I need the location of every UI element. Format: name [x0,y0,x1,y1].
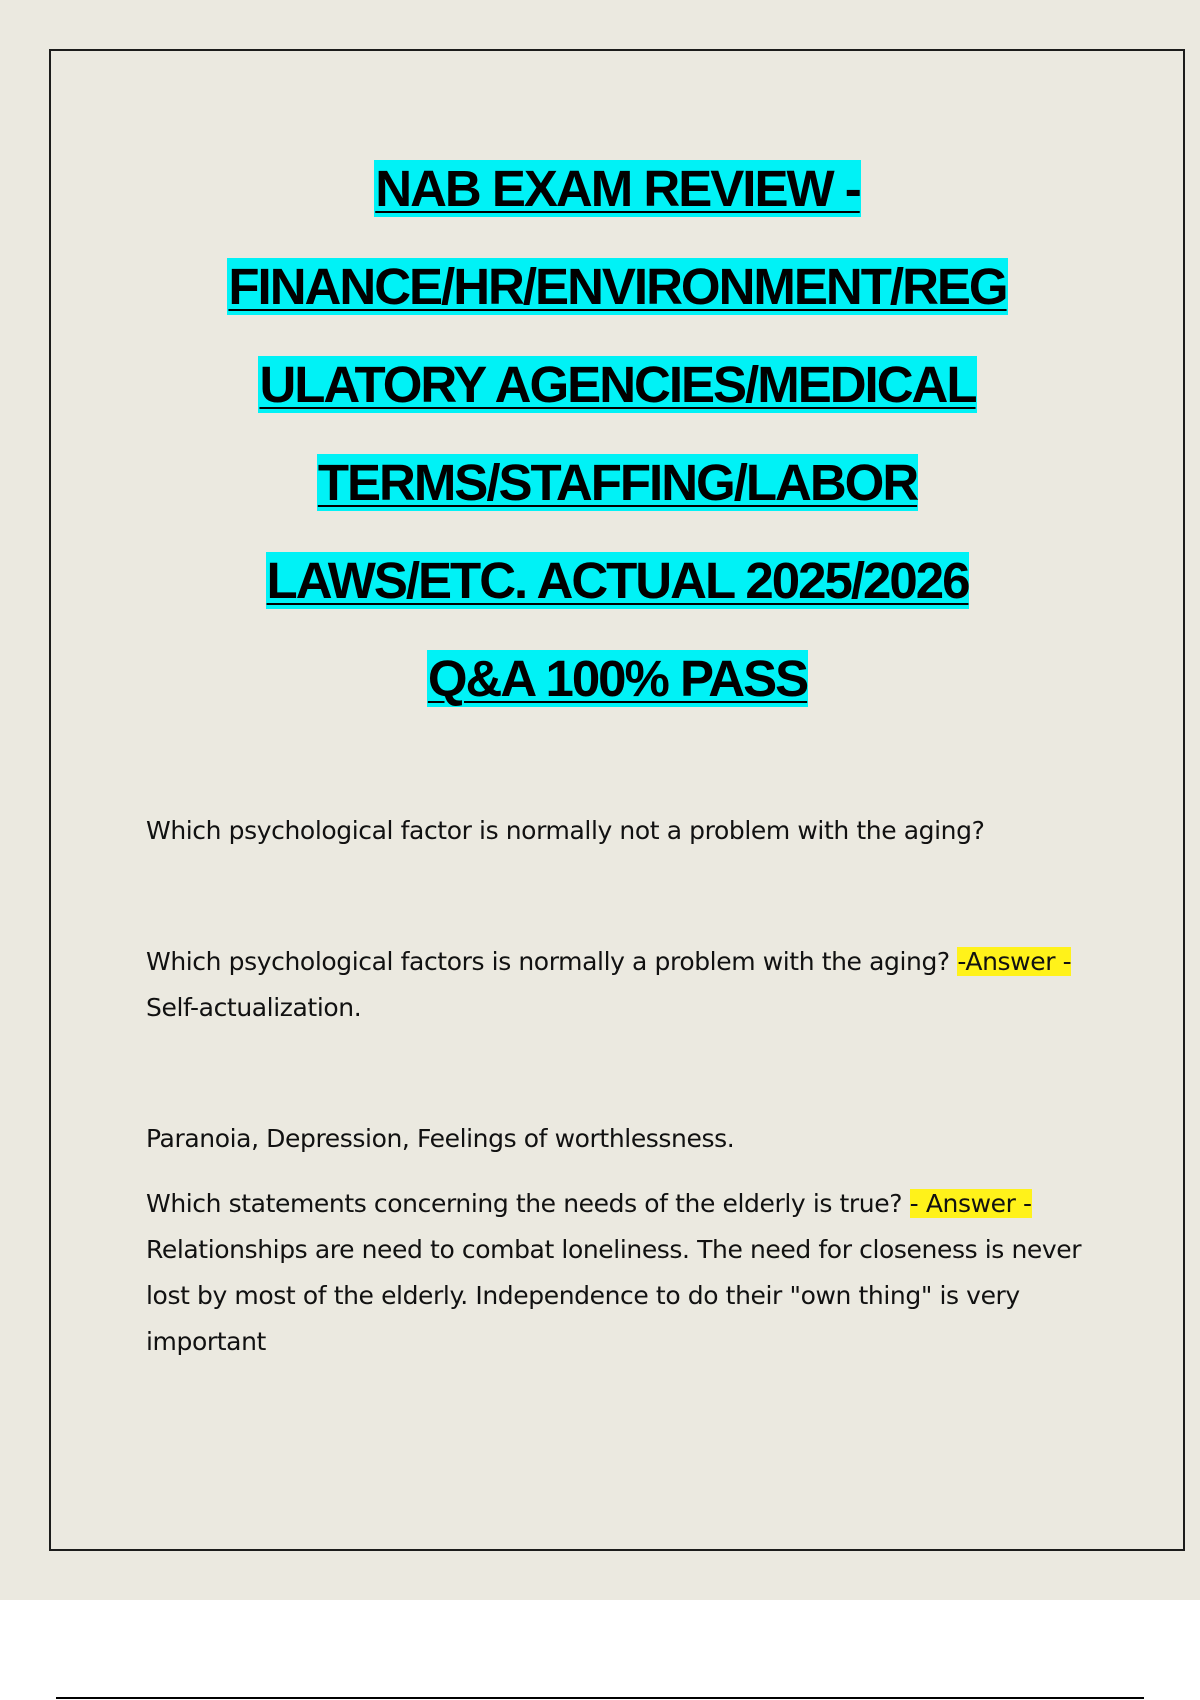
answer-text: Self-actualization. [146,993,362,1022]
question-answer-paragraph [146,1181,1096,1365]
title-line: NAB EXAM REVIEW - [375,160,860,217]
title-line: FINANCE/HR/ENVIRONMENT/REG [228,258,1007,315]
title-line: ULATORY AGENCIES/MEDICAL [259,356,976,413]
question-paragraph: Which psychological factor is normally not a problem with the aging? [146,816,985,845]
title-line: Q&A 100% PASS [427,650,808,707]
title-line: TERMS/STAFFING/LABOR [317,454,918,511]
document-title [120,140,1115,728]
question-answer-paragraph [146,939,1096,1031]
answer-marker: - Answer - [909,1189,1032,1218]
answer-marker: -Answer - [957,947,1072,976]
answer-paragraph: Paranoia, Depression, Feelings of worthlessness. [146,1124,735,1153]
footer-divider [56,1697,1144,1699]
question-text: Which statements concerning the needs of the elderly is true? [146,1189,910,1218]
question-text: Which psychological factors is normally a problem with the aging? [146,947,958,976]
title-line: LAWS/ETC. ACTUAL 2025/2026 [266,552,969,609]
answer-text: Relationships are need to combat loneliness. The need for closeness is never lost by most of the elderly. Independence to do their "own thing" is very important [146,1235,1082,1356]
